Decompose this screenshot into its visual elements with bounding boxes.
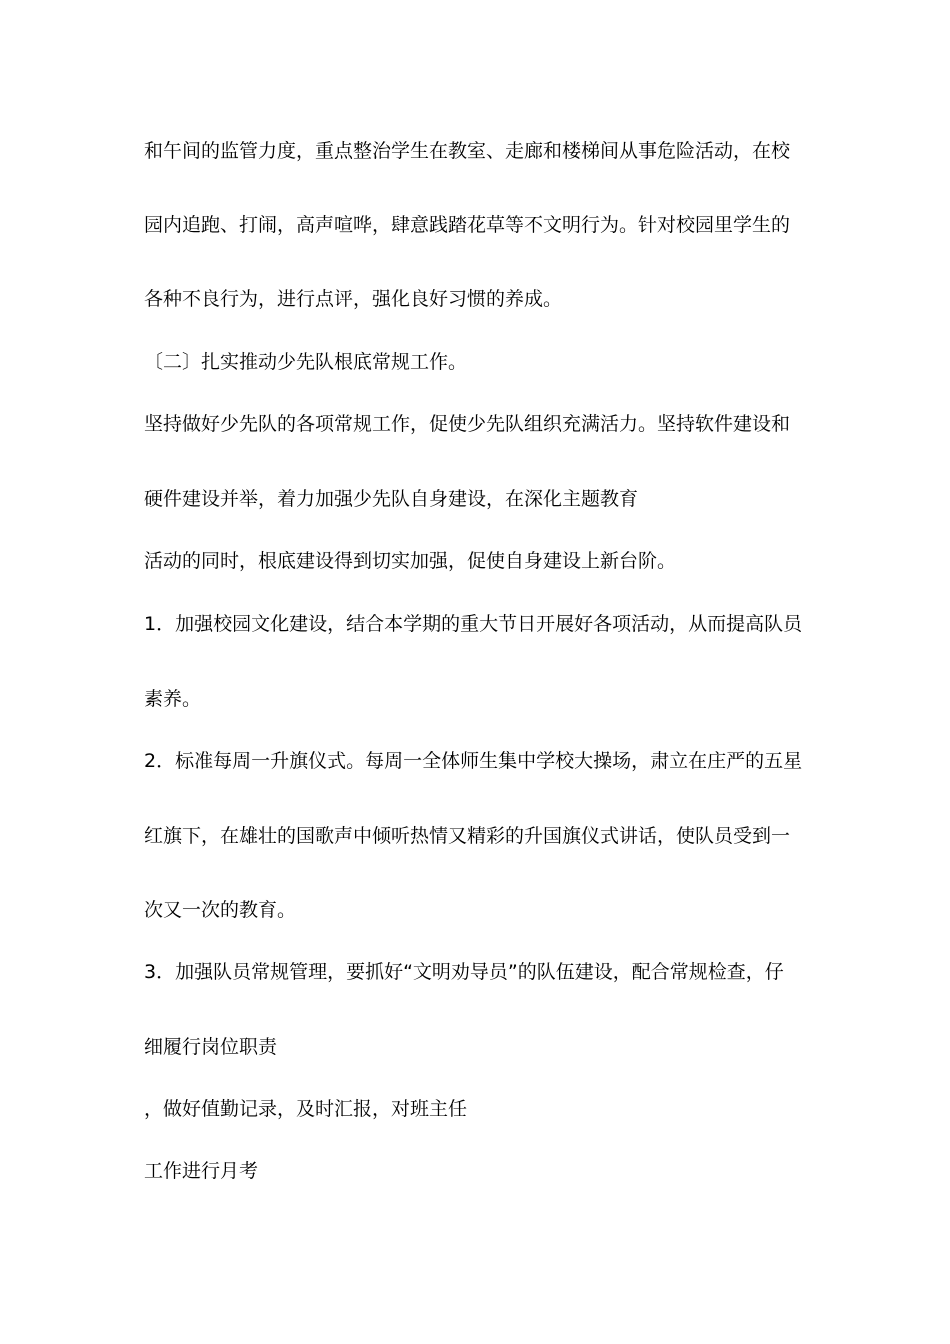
text-line: 工作进行月考 (144, 1160, 259, 1182)
text-line: 坚持做好少先队的各项常规工作，促使少先队组织充满活力。坚持软件建设和 (144, 413, 791, 435)
text-line: 硬件建设并举，着力加强少先队自身建设，在深化主题教育 (144, 488, 639, 510)
text-line: ，做好值勤记录，及时汇报，对班主任 (144, 1098, 468, 1120)
section-heading: 〔二〕扎实推动少先队根底常规工作。 (144, 351, 468, 373)
list-item: 3．加强队员常规管理，要抓好“文明劝导员”的队伍建设，配合常规检查，仔 (144, 961, 784, 983)
text-line: 活动的同时，根底建设得到切实加强，促使自身建设上新台阶。 (144, 550, 677, 572)
text-line: 细履行岗位职责 (144, 1036, 278, 1058)
text-line: 次又一次的教育。 (144, 899, 297, 921)
text-line: 红旗下，在雄壮的国歌声中倾听热情又精彩的升国旗仪式讲话，使队员受到一 (144, 825, 791, 847)
list-item: 1．加强校园文化建设，结合本学期的重大节日开展好各项活动，从而提高队员 (144, 613, 803, 635)
text-line: 各种不良行为，进行点评，强化良好习惯的养成。 (144, 288, 563, 310)
text-line: 园内追跑、打闹，高声喧哗，肆意践踏花草等不文明行为。针对校园里学生的 (144, 214, 791, 236)
text-line: 素养。 (144, 688, 202, 710)
list-item: 2．标准每周一升旗仪式。每周一全体师生集中学校大操场，肃立在庄严的五星 (144, 750, 803, 772)
text-line: 和午间的监管力度，重点整治学生在教室、走廊和楼梯间从事危险活动，在校 (144, 140, 791, 162)
